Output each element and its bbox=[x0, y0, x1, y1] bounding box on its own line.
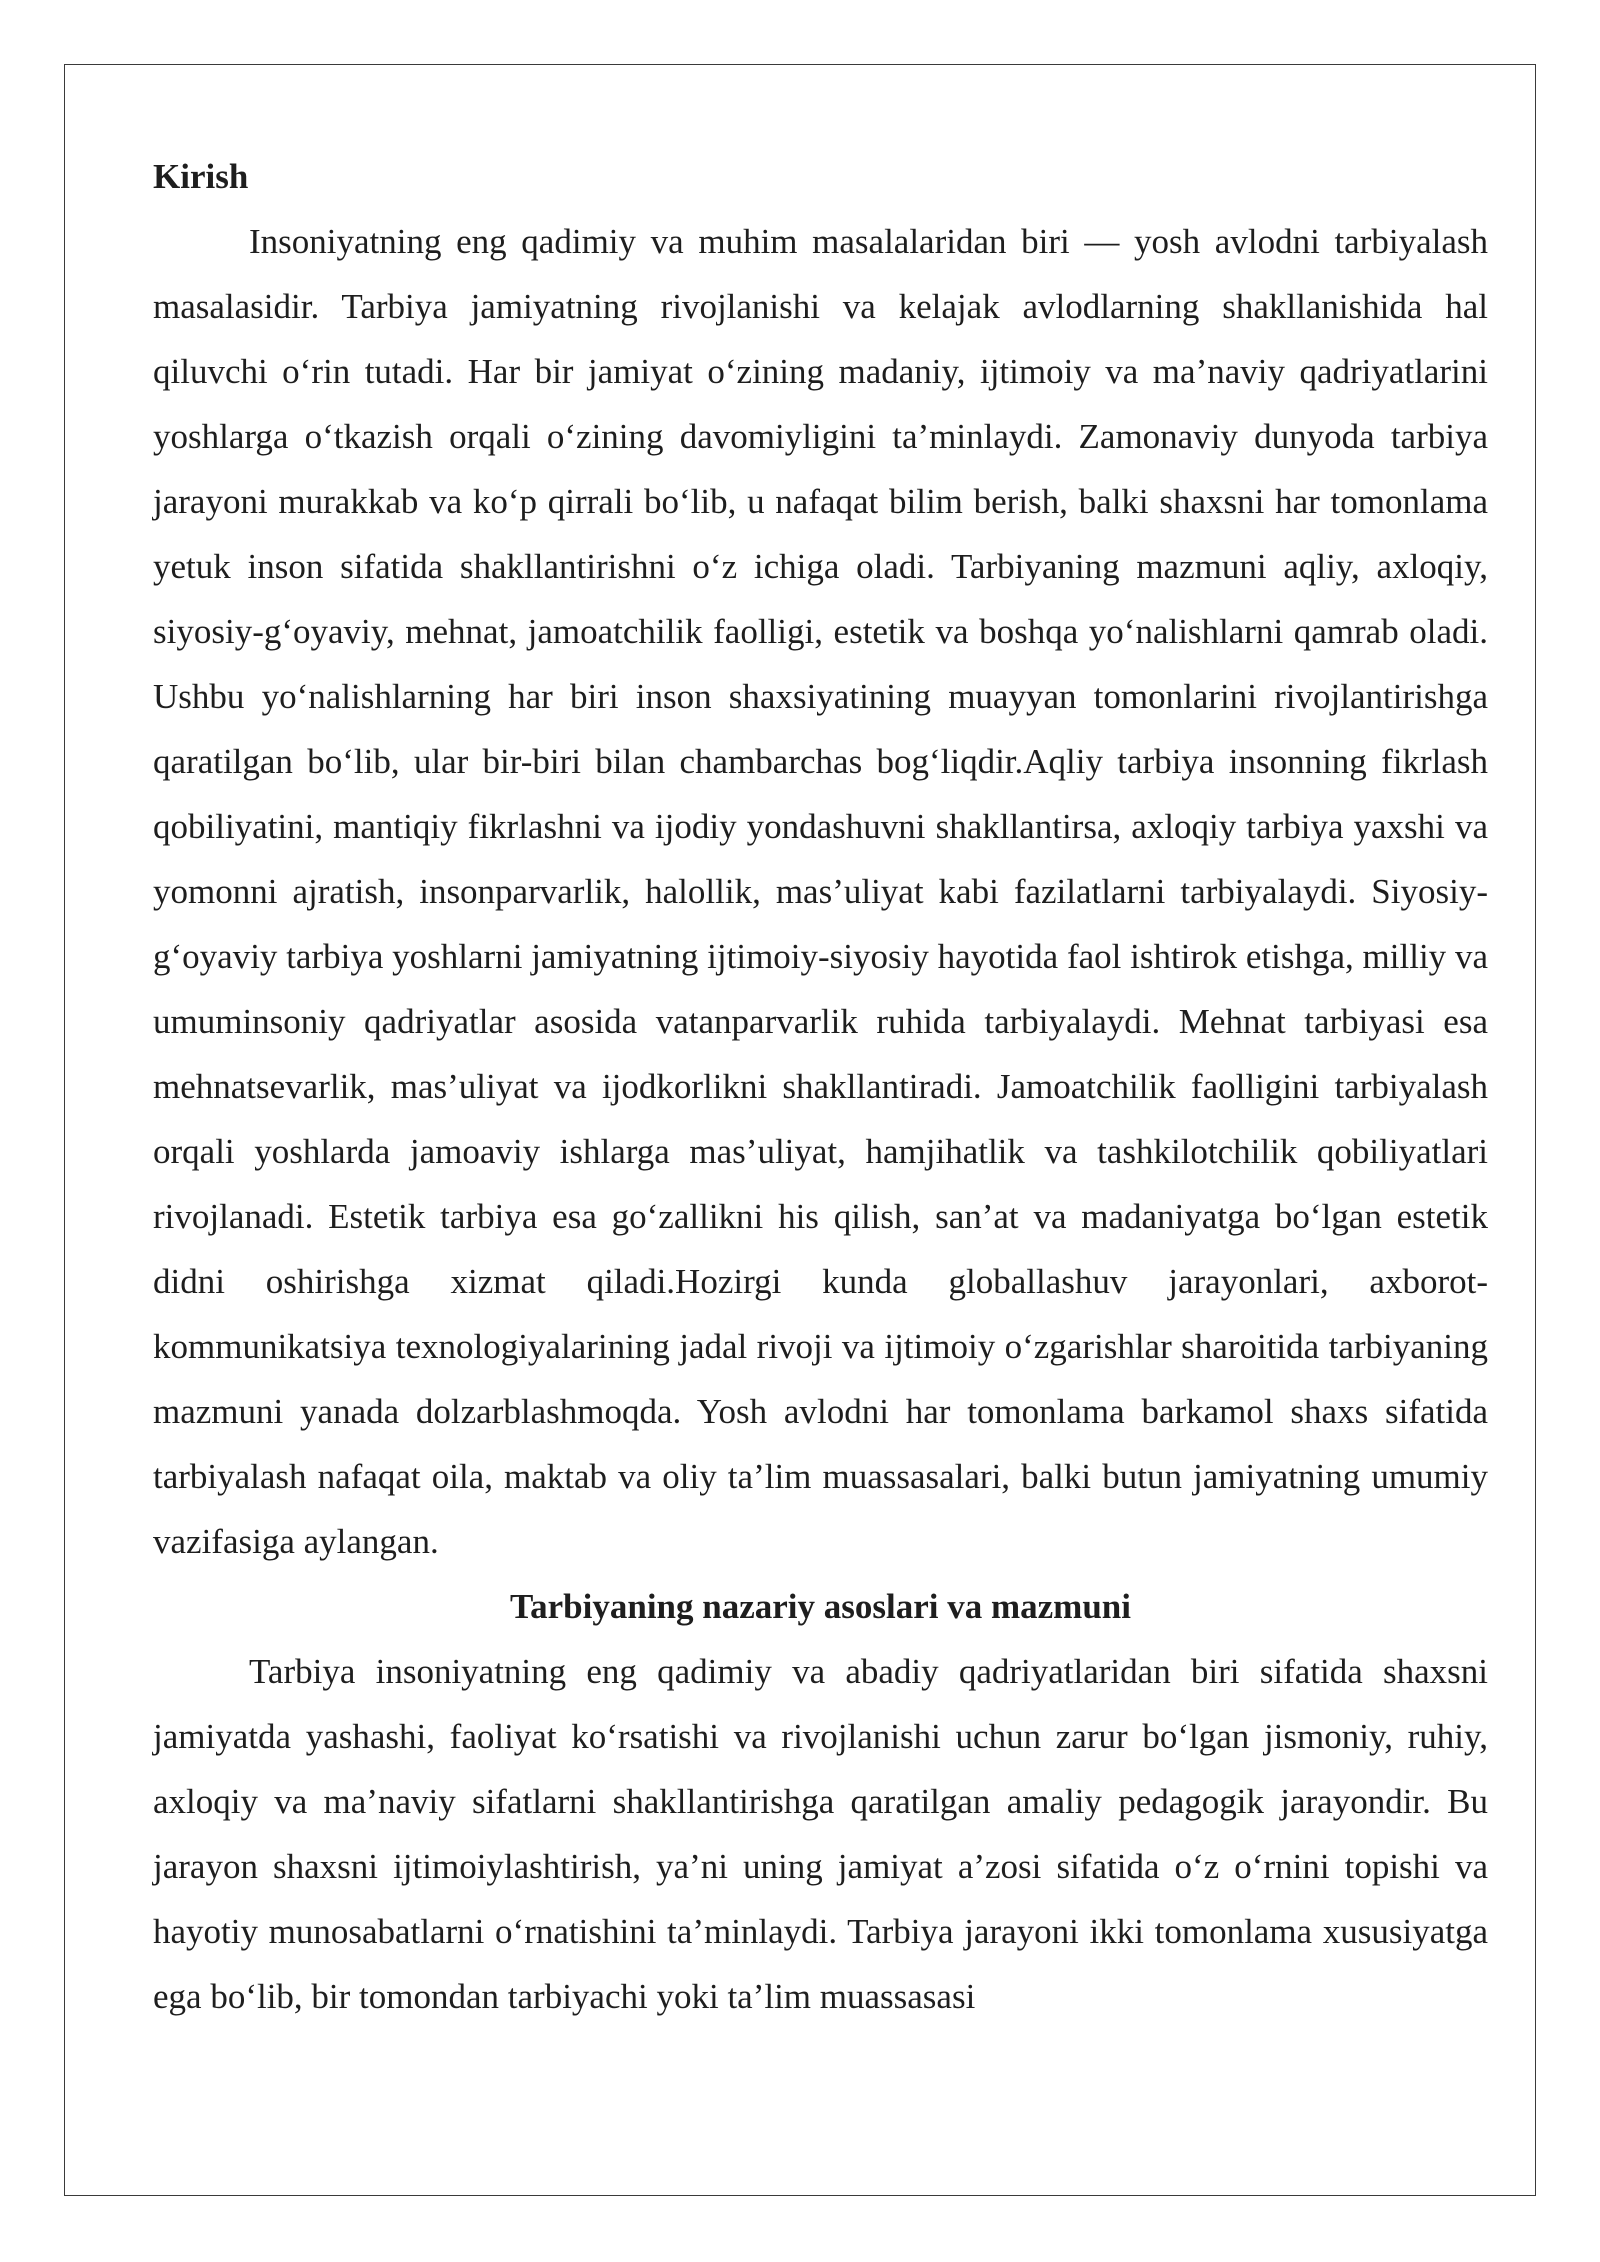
section-heading: Tarbiyaning nazariy asoslari va mazmuni bbox=[510, 1587, 1131, 1626]
section-paragraph: Tarbiya insoniyatning eng qadimiy va abadiy qadriyatlaridan biri sifatida shaxsni jamiyatda yashashi, faoliyat ko‘rsatishi va rivojlanishi uchun zarur bo‘lgan jismoniy, ruhiy, axloqiy va ma’naviy sifatlarni shakllantirishga qaratilgan amaliy pedagogik jarayondir. Bu jarayon shaxsni ijtimoiylashtirish, ya’ni uning jamiyat a’zosi sifatida o‘z o‘rnini topishi va hayotiy munosabatlarni o‘rnatishini ta’minlaydi. Tarbiya jarayoni ikki tomonlama xususiyatga ega bo‘lib, bir tomondan tarbiyachi yoki ta’lim muassasasi bbox=[153, 1652, 1488, 2016]
intro-heading: Kirish bbox=[153, 157, 249, 196]
intro-paragraph: Insoniyatning eng qadimiy va muhim masalalaridan biri — yosh avlodni tarbiyalash masalasidir. Tarbiya jamiyatning rivojlanishi va kelajak avlodlarning shakllanishida hal qiluvchi o‘rin tutadi. Har bir jamiyat o‘zining madaniy, ijtimoiy va ma’naviy qadriyatlarini yoshlarga o‘tkazish orqali o‘zining davomiyligini ta’minlaydi. Zamonaviy dunyoda tarbiya jarayoni murakkab va ko‘p qirrali bo‘lib, u nafaqat bilim berish, balki shaxsni har tomonlama yetuk inson sifatida shakllantirishni o‘z ichiga oladi. Tarbiyaning mazmuni aqliy, axloqiy, siyosiy-g‘oyaviy, mehnat, jamoatchilik faolligi, estetik va boshqa yo‘nalishlarni qamrab oladi. Ushbu yo‘nalishlarning har biri inson shaxsiyatining muayyan tomonlarini rivojlantirishga qaratilgan bo‘lib, ular bir-biri bilan chambarchas bog‘liqdir.Aqliy tarbiya insonning fikrlash qobiliyatini, mantiqiy fikrlashni va ijodiy yondashuvni shakllantirsa, axloqiy tarbiya yaxshi va yomonni ajratish, insonparvarlik, halollik, mas’uliyat kabi fazilatlarni tarbiyalaydi. Siyosiy-g‘oyaviy tarbiya yoshlarni jamiyatning ijtimoiy-siyosiy hayotida faol ishtirok etishga, milliy va umuminsoniy qadriyatlar asosida vatanparvarlik ruhida tarbiyalaydi. Mehnat tarbiyasi esa mehnatsevarlik, mas’uliyat va ijodkorlikni shakllantiradi. Jamoatchilik faolligini tarbiyalash orqali yoshlarda jamoaviy ishlarga mas’uliyat, hamjihatlik va tashkilotchilik qobiliyatlari rivojlanadi. Estetik tarbiya esa go‘zallikni his qilish, san’at va madaniyatga bo‘lgan estetik didni oshirishga xizmat qiladi.Hozirgi kunda globallashuv jarayonlari, axborot-kommunikatsiya texnologiyalarining jadal rivoji va ijtimoiy o‘zgarishlar sharoitida tarbiyaning mazmuni yanada dolzarblashmoqda. Yosh avlodni har tomonlama barkamol shaxs sifatida tarbiyalash nafaqat oila, maktab va oliy ta’lim muassasalari, balki butun jamiyatning umumiy vazifasiga aylangan. bbox=[153, 222, 1488, 1561]
document-body bbox=[153, 144, 1488, 2029]
